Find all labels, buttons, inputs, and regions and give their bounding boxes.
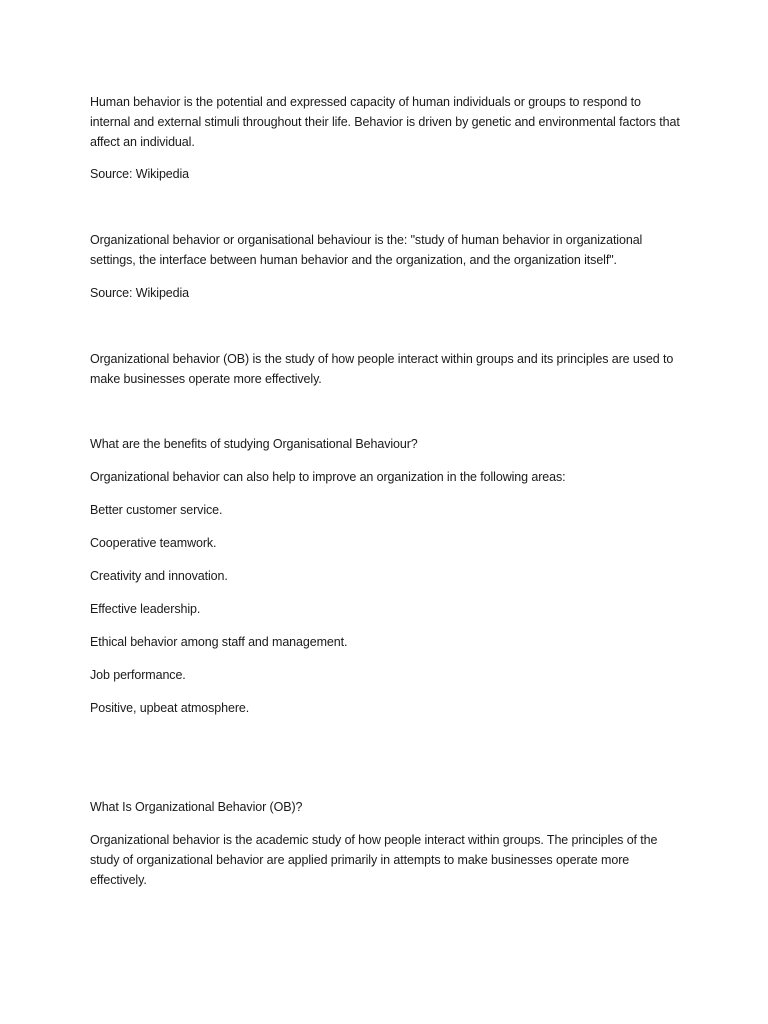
list-item-creativity: Creativity and innovation. (90, 569, 228, 583)
list-item-atmosphere: Positive, upbeat atmosphere. (90, 701, 250, 715)
list-item-teamwork: Cooperative teamwork. (90, 536, 217, 550)
paragraph-source-1: Source: Wikipedia (90, 167, 190, 181)
paragraph-ob-academic-study: Organizational behavior is the academic study of how people interact within groups. The principles of the study of organizational behavior are applied primarily in attempts to make businesses operate more effectively. (90, 833, 658, 887)
paragraph-ob-definition: Organizational behavior or organisational behaviour is the: "study of human behavior in organizational settings, the interface between human behavior and the organization, and the organization itself". (90, 233, 643, 267)
list-item-ethical-behavior: Ethical behavior among staff and management. (90, 635, 348, 649)
paragraph-human-behavior-definition: Human behavior is the potential and expressed capacity of human individuals or groups to respond to internal and external stimuli throughout their life. Behavior is driven by genetic and environmental factors that affect an individual. (90, 95, 680, 149)
list-item-job-performance: Job performance. (90, 668, 186, 682)
paragraph-ob-study: Organizational behavior (OB) is the study of how people interact within groups and its principles are used to make businesses operate more effectively. (90, 352, 674, 386)
paragraph-benefits-intro: Organizational behavior can also help to improve an organization in the following areas: (90, 470, 566, 484)
list-item-customer-service: Better customer service. (90, 503, 223, 517)
heading-what-is-ob: What Is Organizational Behavior (OB)? (90, 800, 303, 814)
heading-benefits-question: What are the benefits of studying Organisational Behaviour? (90, 437, 418, 451)
list-item-leadership: Effective leadership. (90, 602, 201, 616)
paragraph-source-2: Source: Wikipedia (90, 286, 190, 300)
